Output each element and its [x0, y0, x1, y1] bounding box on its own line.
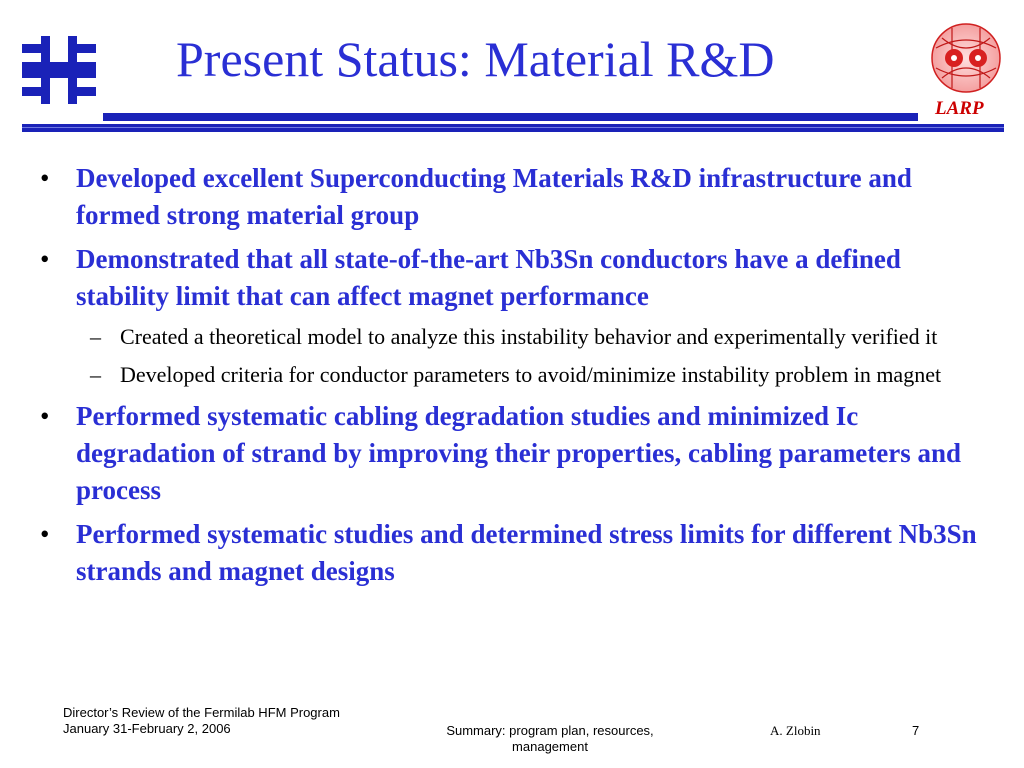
larp-logo-icon [928, 22, 1004, 94]
dash-marker: – [90, 324, 101, 349]
title-rule-highlight [22, 127, 1004, 128]
bullet-item [40, 160, 990, 234]
footer-review-date: January 31-February 2, 2006 [63, 721, 231, 736]
bullet-text: Demonstrated that all state-of-the-art Nb3Sn conductors have a defined stability limit that can affect magnet performance [76, 244, 901, 311]
fermilab-logo-icon [22, 36, 96, 104]
title-rule-upper [103, 113, 918, 121]
larp-label: LARP [935, 98, 984, 119]
footer-summary-line1: Summary: program plan, resources, [446, 723, 654, 738]
bullet-marker: • [40, 401, 50, 431]
title-rule-lower [22, 124, 1004, 132]
dash-marker: – [90, 362, 101, 387]
footer-author: A. Zlobin [770, 723, 821, 738]
page-number: 7 [912, 723, 920, 738]
footer-summary-line2: management [512, 739, 588, 754]
footer-summary [420, 723, 680, 755]
bullet-text: Performed systematic cabling degradation studies and minimized Ic degradation of strand by improving their properties, cabling parameters and process [76, 401, 962, 505]
bullet-marker: • [40, 163, 50, 193]
sub-bullet-text: Created a theoretical model to analyze this instability behavior and experimentally verified it [120, 324, 938, 349]
footer-review-info [63, 705, 340, 737]
bullet-item [40, 398, 990, 509]
bullet-list [40, 160, 990, 597]
bullet-marker: • [40, 519, 50, 549]
footer-review-title: Director’s Review of the Fermilab HFM Program [63, 705, 340, 720]
bullet-marker: • [40, 244, 50, 274]
page-title: Present Status: Material R&D [176, 31, 775, 87]
bullet-item [40, 241, 990, 315]
sub-bullet-text: Developed criteria for conductor parameters to avoid/minimize instability problem in magnet [120, 362, 942, 387]
sub-bullet-item [40, 322, 990, 352]
bullet-text: Performed systematic studies and determined stress limits for different Nb3Sn strands and magnet designs [76, 519, 977, 586]
sub-bullet-item [40, 360, 990, 390]
bullet-item [40, 516, 990, 590]
bullet-text: Developed excellent Superconducting Materials R&D infrastructure and formed strong material group [76, 163, 912, 230]
